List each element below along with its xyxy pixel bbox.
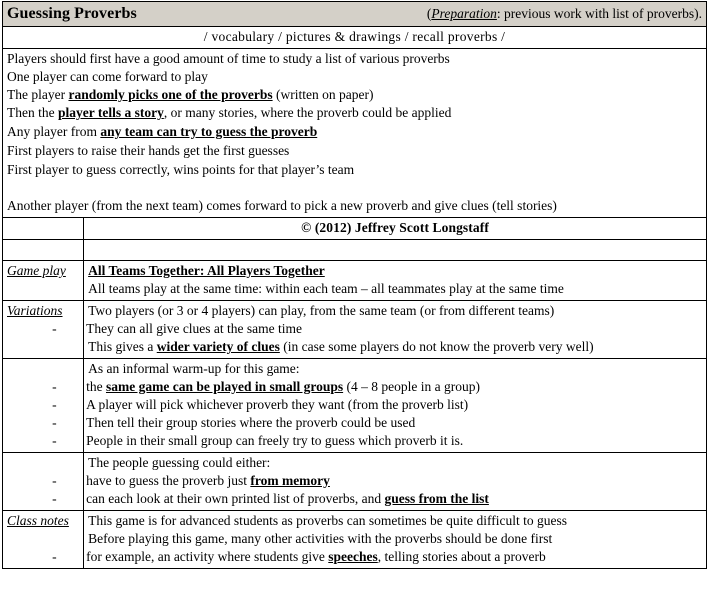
spacer-body-cell (84, 240, 707, 261)
variations-line-1: Two players (or 3 or 4 players) can play, from the same team (or from different teams) (88, 303, 555, 318)
intro-line-5-pre: Any player from (7, 124, 101, 139)
intro-row (3, 49, 707, 218)
circle-marker-icon (0, 104, 7, 122)
dash-marker-icon: - (52, 491, 57, 506)
preparation-note (427, 3, 702, 24)
intro-line-3-pre: The player (7, 87, 69, 102)
warmup-line-2-post: (4 – 8 people in a group) (343, 379, 480, 394)
intro-line-2 (7, 68, 702, 86)
warmup-line-4 (52, 414, 702, 432)
guessing-line-2-emphasis: from memory (250, 473, 330, 488)
variations-cell (52, 301, 707, 359)
variations-line-3-emphasis: wider variety of clues (156, 339, 280, 354)
square-bullet-icon (0, 122, 7, 140)
header-cell (3, 2, 707, 27)
class-notes-row (3, 511, 707, 569)
variations-line-2 (52, 320, 702, 338)
class-notes-line-3-post: , telling stories about a proverb (377, 549, 546, 564)
class-notes-line-1: This game is for advanced students as proverbs can sometimes be quite difficult to guess (88, 513, 567, 528)
warmup-line-2-emphasis: same game can be played in small groups (105, 379, 344, 394)
square-bullet-icon (0, 160, 7, 178)
game-play-cell (84, 261, 707, 301)
intro-line-4-pre: Then the (7, 105, 58, 120)
guessing-line-3-emphasis: guess from the list (384, 491, 489, 506)
warmup-line-2 (52, 378, 702, 396)
game-play-label: Game play (3, 261, 84, 301)
intro-line-3-post: (written on paper) (272, 87, 374, 102)
guessing-line-3-pre: can each look at their own printed list of proverbs, and (86, 491, 385, 506)
intro-line-5-emphasis: any team can try to guess the proverb (100, 124, 318, 139)
preparation-text: : previous work with list of proverbs). (496, 6, 702, 21)
prep-open-paren: ( (426, 6, 432, 21)
dash-marker-icon: - (52, 397, 57, 412)
variations-line-3-pre: This gives a (88, 339, 157, 354)
game-play-heading (88, 262, 702, 280)
variations-line-3-post: (in case some players do not know the proverb very well) (279, 339, 594, 354)
variations-label: Variations (3, 301, 84, 359)
guessing-line-3 (52, 490, 702, 508)
class-notes-line-3-pre: for example, an activity where students give (86, 549, 329, 564)
warmup-cell (52, 359, 707, 453)
guessing-line-2 (52, 472, 702, 490)
intro-line-6 (7, 141, 702, 160)
tags-cell: / vocabulary / pictures & drawings / recall proverbs / (3, 27, 707, 49)
variations-line-2-text: They can all give clues at the same time (86, 321, 303, 336)
warmup-line-5 (52, 432, 702, 450)
intro-cell (3, 49, 707, 218)
lesson-plan-table (2, 1, 707, 569)
warmup-line-4-text: Then tell their group stories where the proverb could be used (86, 415, 416, 430)
warmup-line-5-text: People in their small group can freely try to guess which proverb it is. (86, 433, 464, 448)
dash-marker-icon: - (52, 321, 57, 336)
dash-marker-icon: - (52, 379, 57, 394)
game-play-heading-text: All Teams Together: All Players Together (88, 263, 325, 278)
class-notes-line-2: Before playing this game, many other activities with the proverbs should be done first (88, 531, 553, 546)
warmup-row (3, 359, 707, 453)
guessing-line-1: The people guessing could either: (88, 455, 271, 470)
copyright-label-cell (3, 218, 84, 240)
game-play-line-1: All teams play at the same time: within each team – all teammates play at the same time (88, 281, 564, 296)
tags-row (3, 27, 707, 49)
intro-line-4-post: , or many stories, where the proverb could be applied (163, 105, 452, 120)
intro-line-7-text: First player to guess correctly, wins points for that player’s team (7, 162, 355, 177)
dash-marker-icon (0, 68, 7, 86)
intro-line-4-emphasis: player tells a story (57, 105, 164, 120)
intro-line-8: Another player (from the next team) comes forward to pick a new proverb and give clues (tell stories) (7, 198, 557, 213)
spacer-label-cell (3, 240, 84, 261)
intro-line-4 (7, 104, 702, 122)
dash-marker-icon: - (52, 549, 57, 564)
class-notes-label: Class notes (3, 511, 84, 569)
variations-line-3 (88, 338, 702, 356)
intro-spacer (7, 179, 702, 197)
warmup-line-1: As an informal warm-up for this game: (88, 361, 300, 376)
intro-line-3-emphasis: randomly picks one of the proverbs (68, 87, 273, 102)
preparation-label: Preparation (431, 6, 497, 21)
square-bullet-icon (0, 141, 7, 159)
class-notes-cell (52, 511, 707, 569)
dash-marker-icon: - (52, 433, 57, 448)
dash-marker-icon: - (52, 473, 57, 488)
page-title: Guessing Proverbs (7, 5, 137, 22)
intro-line-3 (7, 86, 702, 104)
header-row (3, 2, 707, 27)
warmup-line-2-pre: the (86, 379, 106, 394)
guessing-line-2-pre: have to guess the proverb just (86, 473, 251, 488)
class-notes-line-3 (52, 548, 702, 566)
intro-line-7 (7, 160, 702, 179)
class-notes-line-3-emphasis: speeches (328, 549, 378, 564)
intro-line-1: Players should first have a good amount of time to study a list of various proverbs (7, 51, 450, 66)
intro-line-2-text: One player can come forward to play (7, 69, 208, 84)
intro-line-5 (7, 122, 702, 141)
guessing-cell (52, 453, 707, 511)
circle-marker-icon (0, 86, 7, 104)
copyright-text: © (2012) Jeffrey Scott Longstaff (84, 218, 707, 240)
copyright-row (3, 218, 707, 240)
warmup-line-3-text: A player will pick whichever proverb they want (from the proverb list) (86, 397, 469, 412)
intro-line-6-text: First players to raise their hands get the first guesses (7, 143, 290, 158)
warmup-line-3 (52, 396, 702, 414)
spacer-row (3, 240, 707, 261)
game-play-row (3, 261, 707, 301)
dash-marker-icon: - (52, 415, 57, 430)
guessing-row (3, 453, 707, 511)
variations-row (3, 301, 707, 359)
